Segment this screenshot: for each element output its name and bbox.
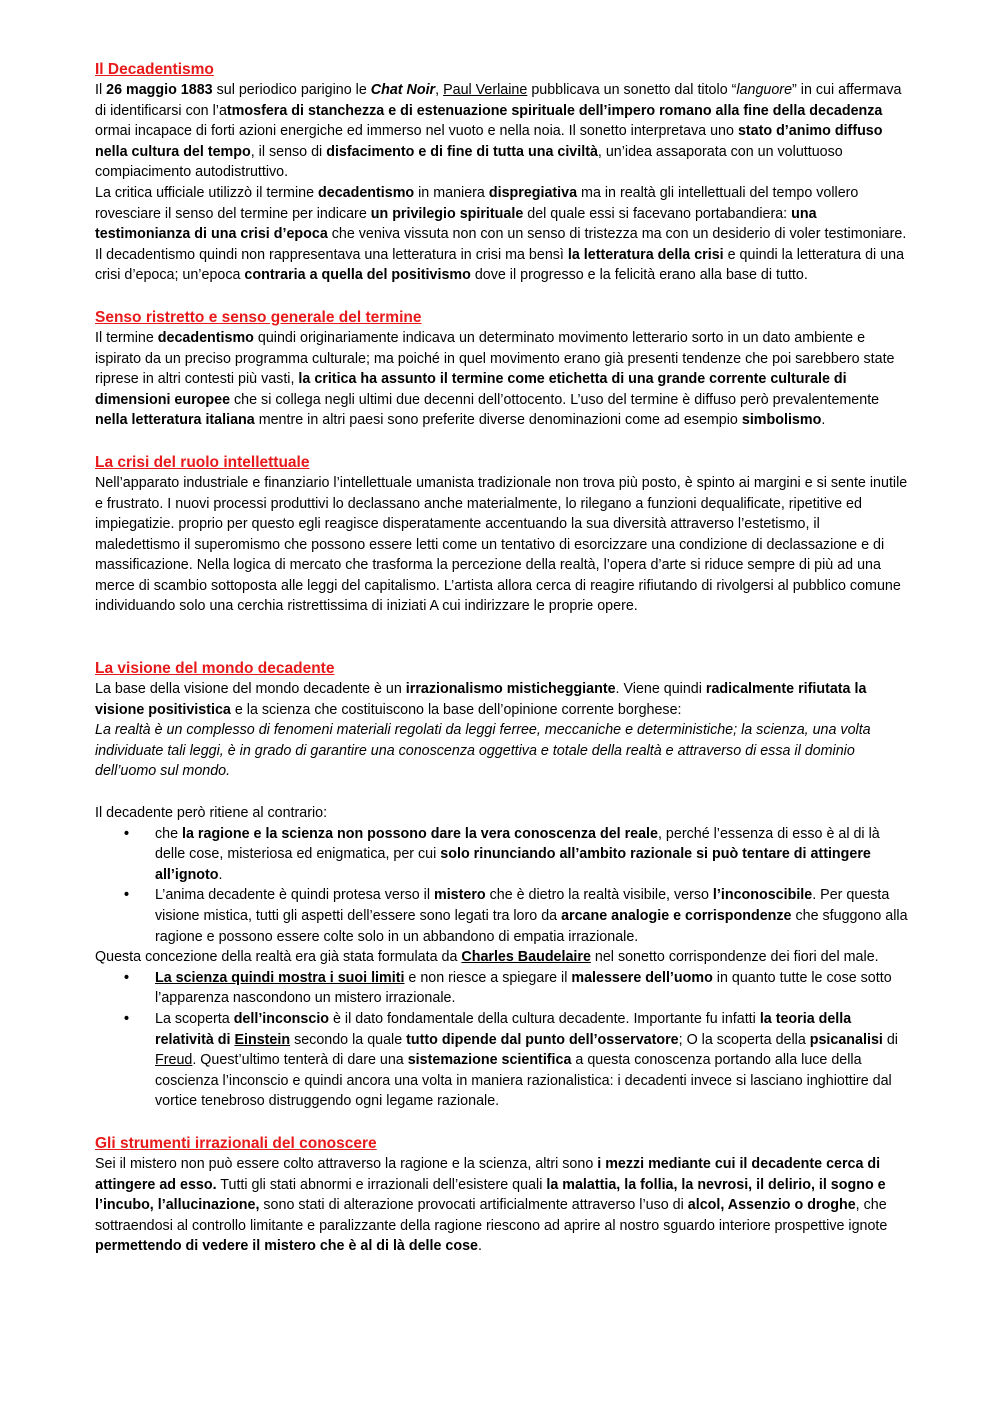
section-heading-visione-mondo: La visione del mondo decadente (95, 660, 335, 678)
link-charles-baudelaire[interactable]: Charles Baudelaire (461, 949, 591, 966)
section-heading-senso-ristretto: Senso ristretto e senso generale del termine (95, 308, 422, 326)
list-item: • L’anima decadente è quindi protesa verso il mistero che è dietro la realtà visibile, verso l’inconoscibile. Per questa visione mistica, tutti gli aspetti dell’essere sono legati tra loro da arcane analogie e corrispondenze che sfuggono alla ragione e possono essere colte solo in un abbandono di empatia irrazionale. (155, 885, 908, 947)
link-freud[interactable]: Freud (155, 1052, 193, 1069)
bullet-list (95, 968, 908, 1112)
paragraph: Nell’apparato industriale e finanziario l’intellettuale umanista tradizionale non trova più posto, è spinto ai margini e si sente inutile e frustrato. I nuovi processi produttivi lo declassano anche materialmente, lo rilegano a funzioni dequalificate, ripetitive ed impiegatizie. proprio per questo egli reagisce disperatamente accentuando la sua diversità attraverso l’estetismo, il maledettismo il superomismo che possono essere letti come un tentativo di esorcizzare una condizione di declassazione e di massificazione. Nella logica di mercato che trasforma la percezione della realtà, l’opera d’arte si riduce sempre di più ad una merce di scambio sottoposta alle leggi del capitalismo. L’artista allora cerca di reagire rifiutando di rivolgersi al pubblico comune individuando solo una cerchia ristrettissima di iniziati A cui indirizzare le proprie opere. (95, 474, 908, 615)
bullet-list (95, 824, 908, 948)
italic-quote: La realtà è un complesso di fenomeni materiali regolati da leggi ferree, meccaniche e deterministiche; la scienza, una volta individuate tali leggi, è in grado di garantire una conoscenza oggettiva e totale della realtà e attraverso di essa il dominio dell’uomo sul mondo. (95, 722, 871, 780)
paragraph: Questa concezione della realtà era già stata formulata da Charles Baudelaire nel sonetto corrispondenze dei fiori del male. (95, 949, 879, 966)
paragraph: Sei il mistero non può essere colto attraverso la ragione e la scienza, altri sono i mezzi mediante cui il decadente cerca di attingere ad esso. Tutti gli stati abnormi e irrazionali dell’esistere quali la malattia, la follia, la nevrosi, il delirio, il sogno e l’incubo, l’allucinazione, sono stati di alterazione provocati artificialmente attraverso l’uso di alcol, Assenzio o droghe, che sottraendosi al controllo limitante e paralizzante della ragione riescono ad aprire al nostro sguardo interiore prospettive ignote permettendo di vedere il mistero che è al di là delle cose. (95, 1155, 888, 1255)
link-einstein[interactable]: Einstein (234, 1031, 291, 1048)
paragraph: Il termine decadentismo quindi originariamente indicava un determinato movimento letterario sorto in un dato ambiente e ispirato da un preciso programma culturale; ma poiché in quel movimento erano già presenti tendenze che poi sarebbero state riprese in altri contesti più vasti, la critica ha assunto il termine come etichetta di una grande corrente culturale di dimensioni europee che si collega negli ultimi due decenni dell’ottocento. L’uso del termine è diffuso però prevalentemente nella letteratura italiana mentre in altri paesi sono preferite diverse denominazioni come ad esempio simbolismo. (95, 329, 895, 429)
list-item: • La scienza quindi mostra i suoi limiti e non riesce a spiegare il malessere dell’uomo in quanto tutte le cose sotto l’apparenza nascondono un mistero irrazionale. (155, 968, 908, 1009)
paragraph: La base della visione del mondo decadente è un irrazionalismo misticheggiante. Viene quindi radicalmente rifiutata la visione positivistica e la scienza che costituiscono la base dell’opinione corrente borghese: (95, 681, 867, 718)
paragraph: La critica ufficiale utilizzò il termine decadentismo in maniera dispregiativa ma in realtà gli intellettuali del tempo vollero rovesciare il senso del termine per indicare un privilegio spirituale del quale essi si facevano portabandiera: una testimonianza di una crisi d’epoca che veniva vissuta non con un senso di tristezza ma con un desiderio di voler testimoniare. Il decadentismo quindi non rappresentava una letteratura in crisi ma bensì la letteratura della crisi e quindi la letteratura di una crisi d’epoca; un’epoca contraria a quella del positivismo dove il progresso e la felicità erano alla base di tutto. (95, 184, 907, 284)
paragraph: Il decadente però ritiene al contrario: (95, 805, 328, 822)
list-item: • che la ragione e la scienza non possono dare la vera conoscenza del reale, perché l’essenza di esso è al di là delle cose, misteriosa ed enigmatica, per cui solo rinunciando all’ambito razionale si può tentare di attingere all’ignoto. (155, 824, 908, 886)
section-heading-crisi-ruolo: La crisi del ruolo intellettuale (95, 453, 310, 471)
section-heading-decadentismo: Il Decadentismo (95, 61, 214, 78)
list-item: • La scoperta dell’inconscio è il dato fondamentale della cultura decadente. Importante fu infatti la teoria della relatività di Einstein secondo la quale tutto dipende dal punto dell’osservatore; O la scoperta della psicanalisi di Freud. Quest’ultimo tenterà di dare una sistemazione scientifica a questa conoscenza portando alla luce della coscienza l’inconscio e quindi ancora una volta in maniera razionalistica: i decadenti invece si lasciano inghiottire dal vortice tenebroso distruggendo ogni legame razionale. (155, 1009, 908, 1112)
paragraph: Il 26 maggio 1883 sul periodico parigino le Chat Noir, Paul Verlaine pubblicava un sonetto dal titolo “languore” in cui affermava di identificarsi con l’atmosfera di stanchezza e di estenuazione spirituale dell’impero romano alla fine della decadenza ormai incapace di forti azioni energiche ed immerso nel vuoto e nella noia. Il sonetto interpretava uno stato d’animo diffuso nella cultura del tempo, il senso di disfacimento e di fine di tutta una civiltà, un’idea assaporata con un voluttuoso compiacimento autodistruttivo. (95, 82, 902, 181)
link-paul-verlaine[interactable]: Paul Verlaine (443, 82, 528, 98)
section-heading-strumenti: Gli strumenti irrazionali del conoscere (95, 1134, 377, 1152)
